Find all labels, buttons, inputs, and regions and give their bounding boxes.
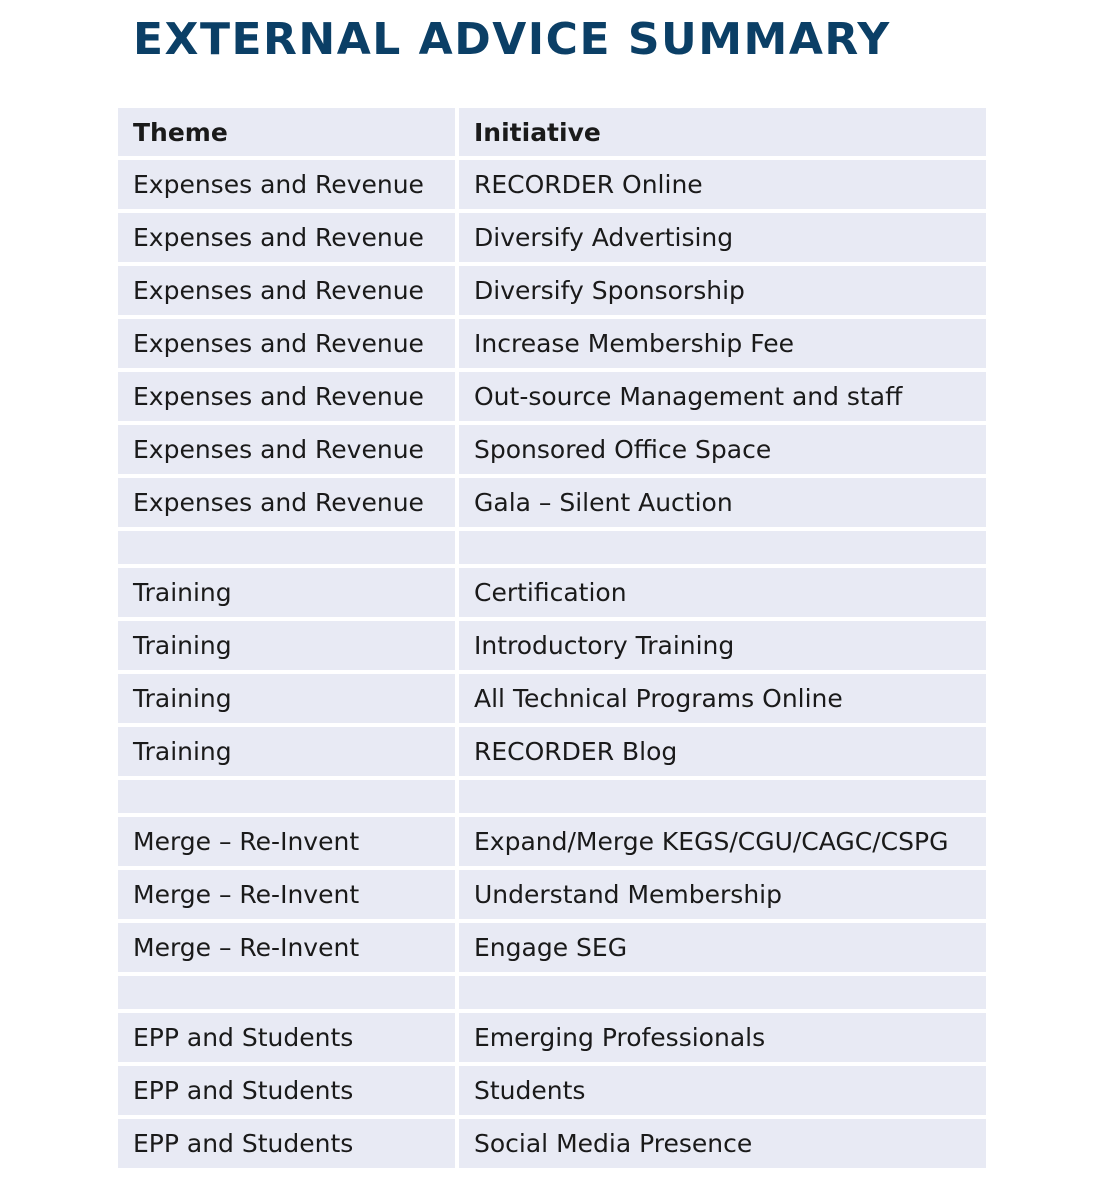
initiative-cell: Sponsored Office Space — [459, 425, 986, 474]
theme-cell: Expenses and Revenue — [118, 266, 455, 315]
empty-cell — [118, 531, 455, 564]
empty-cell — [118, 780, 455, 813]
initiative-cell: Certification — [459, 568, 986, 617]
initiative-cell: Expand/Merge KEGS/CGU/CAGC/CSPG — [459, 817, 986, 866]
initiative-cell: All Technical Programs Online — [459, 674, 986, 723]
table-row — [118, 1119, 986, 1168]
theme-cell: Merge – Re-Invent — [118, 870, 455, 919]
theme-cell: Training — [118, 727, 455, 776]
table-row — [118, 674, 986, 723]
initiative-cell: Students — [459, 1066, 986, 1115]
table-row — [118, 1066, 986, 1115]
theme-cell: Merge – Re-Invent — [118, 923, 455, 972]
initiative-cell: RECORDER Online — [459, 160, 986, 209]
initiative-cell: Understand Membership — [459, 870, 986, 919]
table-header-row — [118, 108, 986, 156]
table-row — [118, 568, 986, 617]
initiative-cell: Diversify Sponsorship — [459, 266, 986, 315]
page-title: EXTERNAL ADVICE SUMMARY — [133, 14, 891, 65]
theme-cell: EPP and Students — [118, 1119, 455, 1168]
theme-cell: Expenses and Revenue — [118, 372, 455, 421]
theme-cell: Expenses and Revenue — [118, 319, 455, 368]
initiative-cell: Introductory Training — [459, 621, 986, 670]
theme-cell: Expenses and Revenue — [118, 213, 455, 262]
initiative-cell: Diversify Advertising — [459, 213, 986, 262]
table-row — [118, 372, 986, 421]
initiative-column-header: Initiative — [459, 108, 986, 156]
initiative-cell: Gala – Silent Auction — [459, 478, 986, 527]
theme-cell: Training — [118, 568, 455, 617]
theme-cell: Merge – Re-Invent — [118, 817, 455, 866]
theme-cell: Training — [118, 621, 455, 670]
initiative-cell: Social Media Presence — [459, 1119, 986, 1168]
theme-cell: Expenses and Revenue — [118, 478, 455, 527]
table-row — [118, 266, 986, 315]
table-row — [118, 1013, 986, 1062]
table-row — [118, 213, 986, 262]
initiative-cell: Emerging Professionals — [459, 1013, 986, 1062]
advice-summary-table — [114, 104, 990, 1172]
table-row — [118, 621, 986, 670]
table-row — [118, 425, 986, 474]
theme-cell: Training — [118, 674, 455, 723]
table-row — [118, 319, 986, 368]
table-row — [118, 923, 986, 972]
empty-cell — [459, 780, 986, 813]
spacer-row — [118, 531, 986, 564]
empty-cell — [459, 531, 986, 564]
initiative-cell: Increase Membership Fee — [459, 319, 986, 368]
table-row — [118, 478, 986, 527]
table-row — [118, 727, 986, 776]
theme-cell: EPP and Students — [118, 1013, 455, 1062]
spacer-row — [118, 780, 986, 813]
table-row — [118, 870, 986, 919]
initiative-cell: RECORDER Blog — [459, 727, 986, 776]
theme-cell: EPP and Students — [118, 1066, 455, 1115]
table-row — [118, 160, 986, 209]
initiative-cell: Engage SEG — [459, 923, 986, 972]
theme-column-header: Theme — [118, 108, 455, 156]
theme-cell: Expenses and Revenue — [118, 160, 455, 209]
spacer-row — [118, 976, 986, 1009]
theme-cell: Expenses and Revenue — [118, 425, 455, 474]
empty-cell — [118, 976, 455, 1009]
empty-cell — [459, 976, 986, 1009]
initiative-cell: Out-source Management and staff — [459, 372, 986, 421]
table-row — [118, 817, 986, 866]
